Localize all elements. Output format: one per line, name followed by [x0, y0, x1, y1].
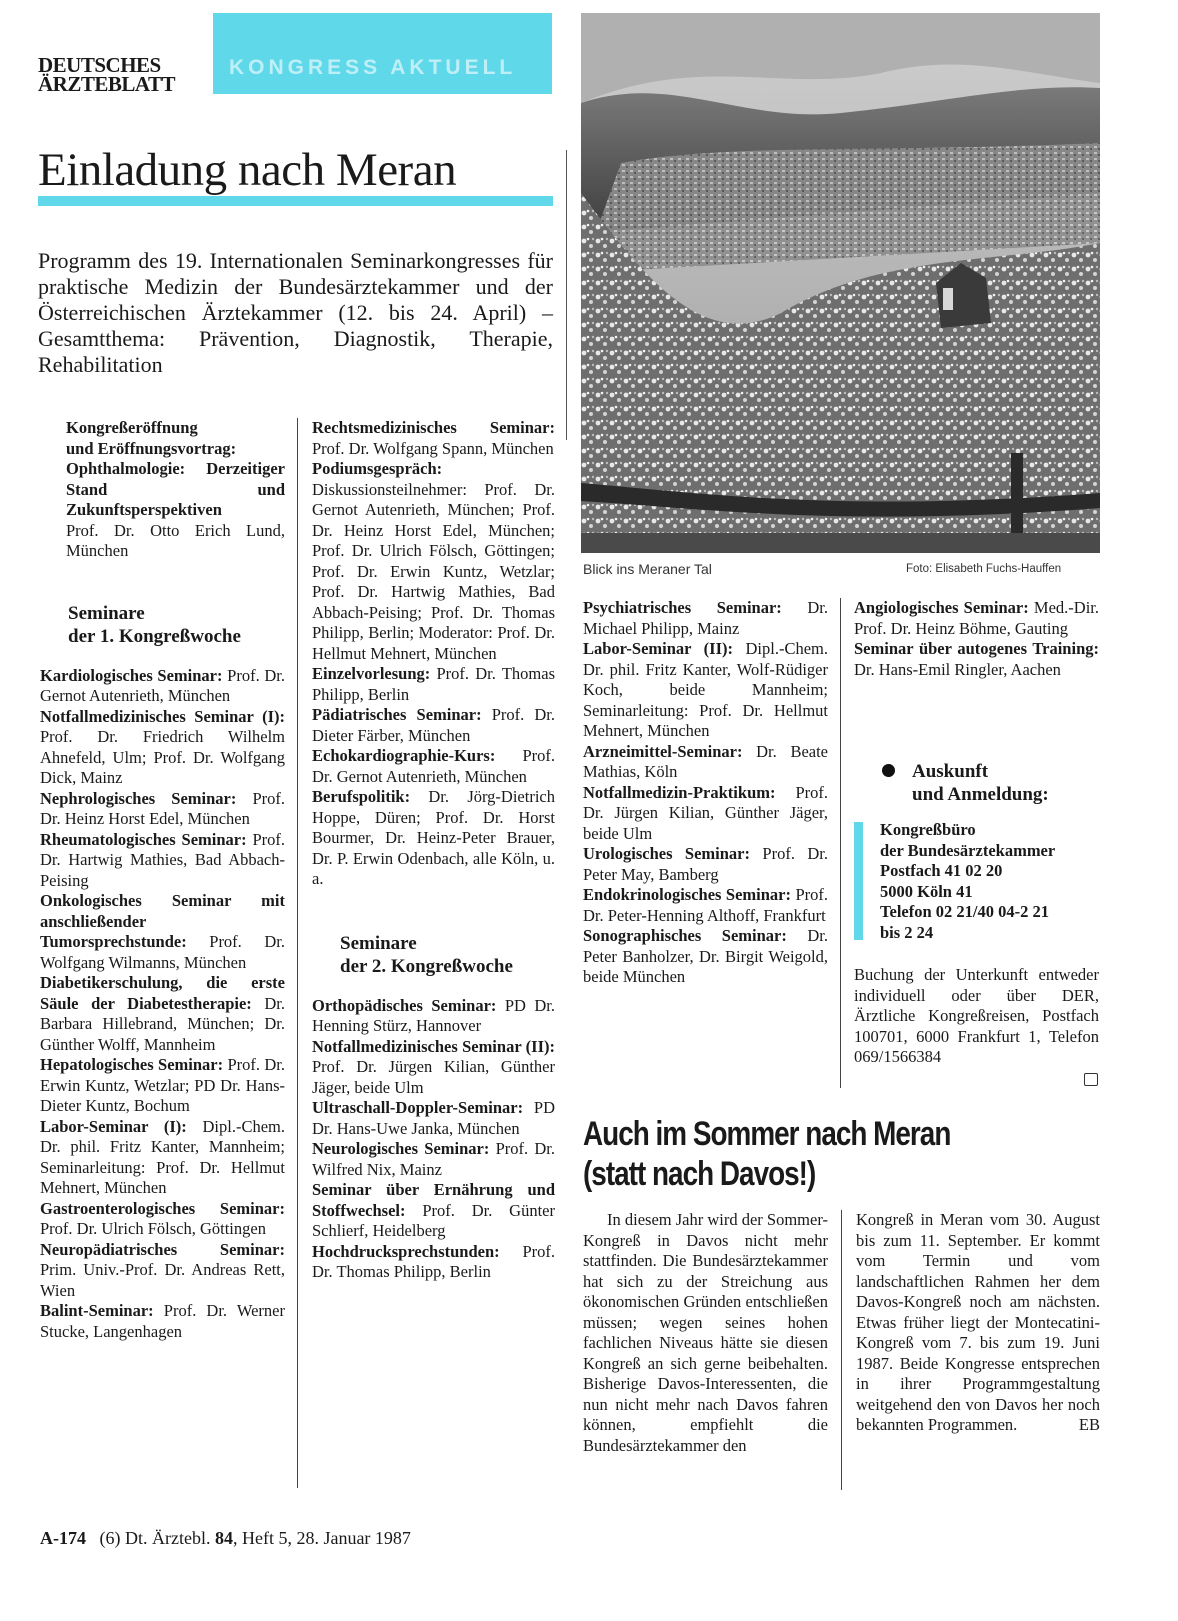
seminar-list-week2-cont — [583, 598, 828, 988]
seminar-title: Einzelvorlesung: — [312, 664, 431, 683]
seminar-speakers: Dr. Jörg-Dietrich Hoppe, Düren; Prof. Dr. Horst Bourmer, Dr. Heinz-Peter Brauer, Dr. P. Erwin Odenbach, alle Köln, u. a. — [312, 787, 555, 888]
seminar-entry — [312, 1242, 555, 1283]
kongress-band — [213, 13, 552, 94]
seminar-speakers: Prof. Dr. Friedrich Wilhelm Ahnefeld, Ulm; Prof. Dr. Wolfgang Dick, Mainz — [40, 727, 285, 787]
seminar-title: Neurologisches Seminar: — [312, 1139, 490, 1158]
section-heading-week2 — [312, 932, 555, 978]
seminar-title: Angiologisches Seminar: — [854, 598, 1029, 617]
end-mark-icon — [1084, 1073, 1098, 1086]
seminar-entry — [40, 1055, 285, 1117]
seminar-title: Arzneimittel-Seminar: — [583, 741, 743, 761]
section-heading-week1-line1: Seminare — [68, 602, 145, 624]
seminar-speakers: PD Dr. Henning Stürz, Hannover — [312, 995, 555, 1035]
seminar-speakers: Dipl.-Chem. Dr. phil. Fritz Kanter, Wolf-Rüdiger Koch, beide Mannheim; Seminarleitung: Prof. Dr. Hellmut Mehnert, München — [583, 639, 828, 740]
article-body-column-1: In diesem Jahr wird der Sommer-Kongreß in Davos nicht mehr stattfinden. Die Bundesärztekammer hat sich zu der Streichung aus ökonomischen Gründen entschließen müssen; wegen seines hohen fachlichen Niveaus hätte sie diesen Kongreß an sich gerne beibehalten. Bisherige Davos-Interessenten, die nun nicht mehr nach Davos fahren können, empfiehlt die Bundesärztekammer den — [583, 1210, 828, 1455]
seminar-title: Labor-Seminar (I): — [40, 1116, 187, 1136]
address-line: 5000 Köln 41 — [880, 881, 973, 901]
seminar-entry — [312, 746, 555, 787]
info-heading-line1: Auskunft — [912, 761, 989, 782]
seminar-entry — [312, 1037, 555, 1099]
seminar-speakers: Prof. Dr. Peter-Henning Althoff, Frankfurt — [583, 885, 829, 925]
seminar-entry — [40, 1117, 285, 1199]
seminar-entry — [40, 666, 285, 707]
info-heading-line2: und Anmeldung: — [912, 784, 1049, 805]
seminar-entry — [40, 707, 285, 789]
section-heading-week1 — [40, 602, 285, 648]
address-line: Postfach 41 02 20 — [880, 861, 1003, 880]
seminar-speakers: Prof. Dr. Peter May, Bamberg — [583, 844, 828, 884]
kongress-band-label: KONGRESS AKTUELL — [229, 56, 517, 79]
seminar-speakers: Prof. Dr. Gernot Autenrieth, München — [40, 665, 285, 705]
seminar-speakers: Prof. Dr. Jürgen Kilian, Günther Jäger, beide Ulm — [312, 1057, 555, 1097]
seminar-speakers: Diskussionsteilnehmer: Prof. Dr. Gernot Autenrieth, München; Prof. Dr. Heinz Horst Edel, München; Prof. Dr. Ulrich Fölsch, Göttingen; Prof. Dr. Erwin Kuntz, Wetzlar; Prof. Dr. Hartwig Mathies, Bad Abbach-Peising; Prof. Dr. Thomas Philipp, Berlin; Moderator: Prof. Dr. Hellmut Mehnert, München — [312, 479, 555, 663]
seminar-speakers: Prof. Dr. Wilfred Nix, Mainz — [312, 1139, 555, 1179]
seminar-entry — [583, 885, 828, 926]
seminar-list-week2 — [312, 996, 555, 1283]
seminar-entry — [312, 459, 555, 664]
seminar-speakers: Prof. Dr. Ulrich Fölsch, Göttingen — [40, 1219, 266, 1238]
seminar-title: Urologisches Seminar: — [583, 844, 751, 863]
seminar-speakers: Dr. Barbara Hillebrand, München; Dr. Günther Wolff, Mannheim — [40, 993, 285, 1054]
seminar-title: Hepatologisches Seminar: — [40, 1055, 224, 1074]
booking-info: Buchung der Unterkunft entweder individuell oder über DER, Ärztliche Kongreßreisen, Postfach 100701, 6000 Frankfurt 1, Telefon 069/1566384 — [854, 965, 1099, 1066]
seminar-speakers: Dr. Michael Philipp, Mainz — [583, 598, 828, 638]
program-column-2 — [312, 418, 555, 1283]
seminar-speakers: Dr. Beate Mathias, Köln — [583, 741, 828, 781]
seminar-title: Notfallmedizinisches Seminar (II): — [312, 1036, 555, 1056]
seminar-entry — [40, 789, 285, 830]
seminar-title: Psychiatrisches Seminar: — [583, 598, 782, 617]
seminar-entry — [312, 996, 555, 1037]
seminar-title: Balint-Seminar: — [40, 1301, 154, 1320]
seminar-title: Rheumatologisches Seminar: — [40, 829, 247, 849]
seminar-title: Notfallmedizinisches Seminar (I): — [40, 706, 285, 726]
article-body-column-2 — [856, 1210, 1100, 1436]
program-column-3 — [583, 598, 828, 988]
article-headline-line1: Auch im Sommer nach Meran — [583, 1115, 951, 1153]
seminar-speakers: Prof. Dr. Thomas Philipp, Berlin — [312, 664, 555, 704]
seminar-title: Podiumsgespräch: — [312, 459, 443, 478]
address-line: Telefon 02 21/40 04-2 21 — [880, 902, 1049, 921]
page-title: Einladung nach Meran — [38, 144, 457, 196]
title-underline — [38, 196, 553, 206]
seminar-entry — [40, 830, 285, 892]
address-accent-bar — [854, 822, 863, 940]
info-heading — [880, 760, 1049, 806]
address-line: der Bundesärztekammer — [880, 840, 1056, 860]
section-heading-week2-line2: der 2. Kongreßwoche — [340, 955, 513, 977]
seminar-entry — [854, 639, 1099, 680]
seminar-speakers: Prof. Dr. Gernot Autenrieth, München — [312, 746, 555, 786]
seminar-speakers: Prof. Dr. Dieter Färber, München — [312, 705, 556, 745]
journal-issue: , Heft 5, 28. Januar 1987 — [232, 1528, 411, 1548]
journal-ref: (6) Dt. Ärztebl. — [99, 1528, 211, 1548]
seminar-list-week2-end — [854, 598, 1099, 680]
article-signature: EB — [1078, 1415, 1100, 1434]
seminar-entry — [583, 639, 828, 742]
masthead-line1: DEUTSCHES — [38, 53, 161, 77]
opening-title: Ophthalmologie: Derzeitiger Stand und Zukunftsperspektiven — [66, 459, 285, 519]
seminar-entry — [583, 783, 828, 845]
seminar-title: Nephrologisches Seminar: — [40, 788, 237, 808]
seminar-title: Seminar über Ernährung und Stoffwechsel: — [312, 1180, 555, 1220]
seminar-speakers: Prof. Dr. Günter Schlierf, Heidelberg — [312, 1200, 555, 1240]
seminar-title: Onkologisches Seminar mit anschließender Tumorsprechstunde: — [40, 891, 285, 951]
seminar-title: Echokardiographie-Kurs: — [312, 746, 496, 765]
seminar-title: Kardiologisches Seminar: — [40, 665, 223, 685]
seminar-title: Neuropädiatrisches Seminar: — [40, 1239, 285, 1259]
seminar-entry — [312, 1139, 555, 1180]
page-footer — [40, 1528, 411, 1549]
seminar-list-week1 — [40, 666, 285, 1343]
seminar-title: Sonographisches Seminar: — [583, 926, 787, 945]
seminar-entry — [312, 418, 555, 459]
seminar-speakers: Prof. Dr. Jürgen Kilian, Günther Jäger, beide Ulm — [583, 782, 828, 843]
photo-credit: Foto: Elisabeth Fuchs-Hauffen — [906, 563, 1062, 575]
seminar-speakers: Prof. Dr. Werner Stucke, Langenhagen — [40, 1301, 285, 1341]
seminar-title: Ultraschall-Doppler-Seminar: — [312, 1098, 524, 1117]
seminar-entry — [583, 742, 828, 783]
seminar-entry — [40, 1199, 285, 1240]
seminar-list-week1-cont — [312, 418, 555, 890]
seminar-entry — [40, 973, 285, 1055]
seminar-title: Pädiatrisches Seminar: — [312, 705, 482, 724]
seminar-entry — [312, 787, 555, 890]
seminar-speakers: Dr. Hans-Emil Ringler, Aachen — [854, 659, 1061, 679]
seminar-speakers: Med.-Dir. Prof. Dr. Heinz Böhme, Gauting — [854, 598, 1099, 638]
opening-heading-2: und Eröffnungsvortrag: — [66, 438, 237, 458]
seminar-speakers: Prof. Dr. Hartwig Mathies, Bad Abbach-Peising — [40, 829, 285, 890]
seminar-title: Hochdrucksprechstunden: — [312, 1241, 500, 1261]
page-number: A-174 — [40, 1528, 86, 1548]
seminar-speakers: Prof. Dr. Erwin Kuntz, Wetzlar; PD Dr. Hans-Dieter Kuntz, Bochum — [40, 1055, 285, 1115]
seminar-speakers: PD Dr. Hans-Uwe Janka, München — [312, 1098, 555, 1138]
article-headline-line2: (statt nach Davos!) — [583, 1155, 816, 1193]
column-divider — [566, 150, 567, 440]
seminar-title: Orthopädisches Seminar: — [312, 995, 497, 1015]
article-headline — [583, 1114, 1009, 1194]
opening-speaker: Prof. Dr. Otto Erich Lund, München — [66, 520, 285, 560]
section-heading-week1-line2: der 1. Kongreßwoche — [68, 625, 241, 647]
seminar-entry — [40, 1240, 285, 1302]
seminar-title: Berufspolitik: — [312, 787, 411, 806]
seminar-speakers: Prof. Dr. Thomas Philipp, Berlin — [312, 1241, 555, 1281]
column-rule — [297, 418, 298, 1488]
seminar-title: Labor-Seminar (II): — [583, 639, 733, 658]
intro-paragraph: Programm des 19. Internationalen Seminarkongresses für praktische Medizin der Bundesärztekammer und der Österreichischen Ärztekammer (12. bis 24. April) – Gesamtthema: Prävention, Diagnostik, Therapie, Rehabilitation — [38, 248, 553, 377]
address-line: Kongreßbüro — [880, 820, 976, 839]
seminar-entry — [312, 664, 555, 705]
seminar-title: Notfallmedizin-Praktikum: — [583, 782, 776, 802]
seminar-entry — [312, 1180, 555, 1242]
section-heading-week2-line1: Seminare — [340, 932, 417, 954]
photo-caption: Blick ins Meraner Tal — [583, 561, 712, 577]
seminar-title: Seminar über autogenes Training: — [854, 639, 1099, 658]
seminar-entry — [312, 705, 555, 746]
seminar-entry — [854, 598, 1099, 639]
program-column-4 — [854, 598, 1099, 680]
seminar-title: Gastroenterologisches Seminar: — [40, 1198, 285, 1218]
masthead-line2: ÄRZTEBLATT — [38, 72, 175, 96]
column-rule — [840, 598, 841, 1088]
program-column-1 — [40, 418, 285, 1342]
seminar-speakers: Prof. Dr. Heinz Horst Edel, München — [40, 788, 286, 828]
address-line: bis 2 24 — [880, 922, 934, 942]
seminar-entry — [583, 844, 828, 885]
seminar-speakers: Dipl.-Chem. Dr. phil. Fritz Kanter, Mannheim; Seminarleitung: Prof. Dr. Hellmut Mehnert, München — [40, 1116, 285, 1197]
seminar-title: Diabetikerschulung, die erste Säule der Diabetestherapie: — [40, 973, 285, 1013]
seminar-entry — [40, 891, 285, 973]
seminar-speakers: Prim. Univ.-Prof. Dr. Andreas Rett, Wien — [40, 1260, 285, 1300]
seminar-entry — [312, 1098, 555, 1139]
seminar-title: Rechtsmedizinisches Seminar: — [312, 418, 555, 437]
masthead-logo — [38, 53, 208, 96]
seminar-speakers: Prof. Dr. Wolfgang Spann, München — [312, 438, 554, 458]
seminar-speakers: Prof. Dr. Wolfgang Wilmanns, München — [40, 932, 285, 972]
article-body-text: Kongreß in Meran vom 30. August bis zum 11. September. Er kommt vom Termin und vom landschaftlichen Rahmen her dem Davos-Kongreß noch am nächsten. Etwas früher liegt der Montecatini-Kongreß vom 7. bis zum 19. Juni 1987. Beide Kongresse entsprechen in ihrer Programmgestaltung weitgehend den von Davos her noch bekannten Programmen. — [856, 1210, 1100, 1434]
seminar-entry — [583, 598, 828, 639]
journal-volume: 84 — [214, 1528, 233, 1548]
seminar-entry — [583, 926, 828, 988]
column-rule — [841, 1210, 842, 1490]
opening-heading-1: Kongreßeröffnung — [66, 418, 198, 437]
seminar-speakers: Dr. Peter Banholzer, Dr. Birgit Weigold, beide München — [583, 926, 829, 986]
seminar-entry — [40, 1301, 285, 1342]
contact-address — [880, 820, 1055, 943]
seminar-title: Endokrinologisches Seminar: — [583, 885, 791, 904]
meran-valley-photo — [581, 13, 1100, 553]
